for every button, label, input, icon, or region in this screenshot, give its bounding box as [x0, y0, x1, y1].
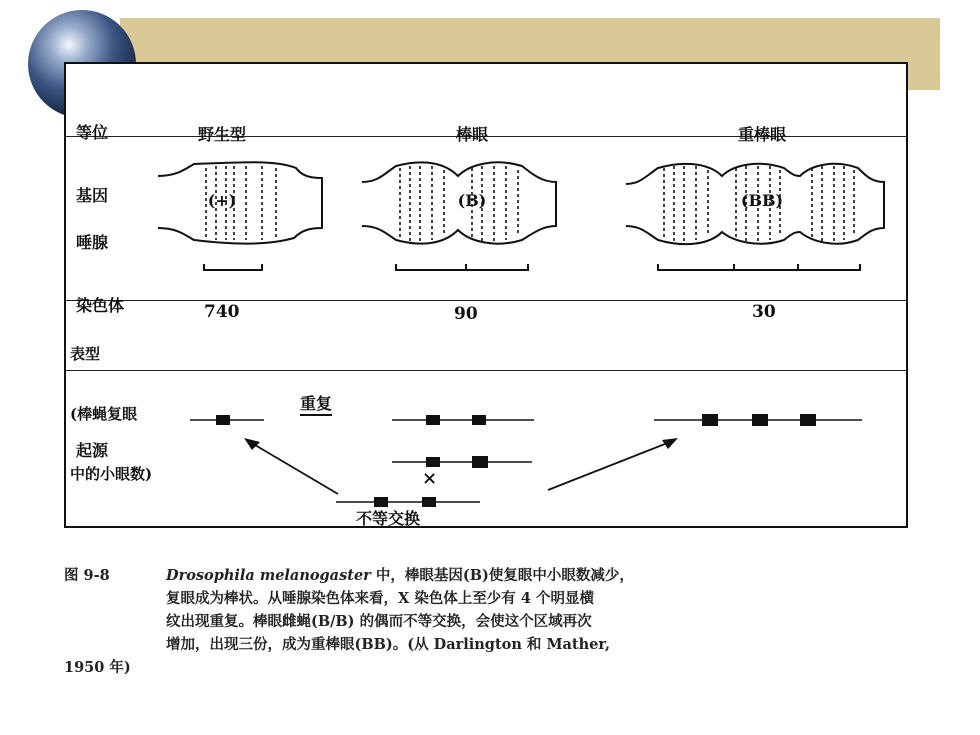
wildtype-symbol: (+)	[207, 191, 237, 210]
caption-line: 纹出现重复。棒眼雌蝇(B/B) 的偶而不等交换，会使这个区域再次	[166, 613, 592, 630]
scale-bracket-bar	[396, 264, 528, 270]
arrow-to-double-bar	[548, 442, 670, 490]
phenotype-value-bar: 90	[454, 304, 478, 324]
origin-label: 起源	[76, 441, 109, 460]
caption-text: 中，棒眼基因(B)使复眼中小眼数减少，	[370, 567, 634, 584]
phenotype-label-line: 表型	[70, 345, 101, 363]
arrowhead	[662, 438, 678, 449]
scale-bracket-wildtype	[204, 264, 262, 270]
diagram-frame	[64, 62, 908, 528]
row-divider	[66, 300, 906, 301]
locus-block	[374, 497, 388, 507]
locus-block	[422, 497, 436, 507]
allele-label-line: 基因	[76, 186, 109, 205]
bar-name: 棒眼	[455, 125, 488, 144]
phenotype-label-line: (棒蝇复眼	[70, 405, 138, 423]
chromosome-bar	[362, 162, 556, 243]
caption-line: 增加，出现三份，成为重棒眼(BB)。(从 Darlington 和 Mather,	[166, 636, 610, 653]
locus-block	[216, 415, 230, 425]
locus-block	[426, 415, 440, 425]
locus-block	[472, 456, 488, 468]
cross-symbol: ×	[422, 468, 438, 489]
locus-block	[472, 415, 486, 425]
locus-block	[800, 414, 816, 426]
phenotype-value-wildtype: 740	[204, 302, 240, 322]
wildtype-name: 野生型	[197, 125, 246, 144]
locus-block	[426, 457, 440, 467]
caption-line: 复眼成为棒状。从唾腺染色体来看，X 染色体上至少有 4 个明显横	[166, 590, 594, 607]
origin-schematic	[66, 370, 906, 526]
double-bar-symbol: (BB)	[740, 191, 784, 210]
locus-block	[702, 414, 718, 426]
caption-line	[166, 564, 926, 587]
chromosome-label-line: 染色体	[76, 296, 125, 315]
chromosome-label-line: 唾腺	[76, 233, 109, 252]
bands-wildtype	[206, 166, 276, 240]
phenotype-value-double-bar: 30	[752, 302, 776, 322]
phenotype-label-line: 中的小眼数)	[70, 465, 153, 483]
bar-symbol: (B)	[457, 191, 487, 210]
scale-bracket-double-bar	[658, 264, 860, 270]
locus-block	[752, 414, 768, 426]
allele-label-line: 等位	[76, 123, 109, 142]
bands-double-bar	[664, 166, 854, 242]
arrow-to-wildtype	[250, 442, 338, 494]
double-bar-name: 重棒眼	[737, 125, 786, 144]
species-name: Drosophila melanogaster	[166, 567, 371, 584]
unequal-exchange-label: 不等交换	[356, 509, 421, 528]
chromosome-wildtype	[158, 162, 322, 243]
caption-line: 1950 年)	[64, 659, 131, 676]
arrowhead	[244, 438, 260, 450]
duplication-label: 重复	[300, 394, 332, 416]
chromosome-drawings	[66, 136, 906, 300]
figure-number: 图 9-8	[64, 567, 110, 584]
